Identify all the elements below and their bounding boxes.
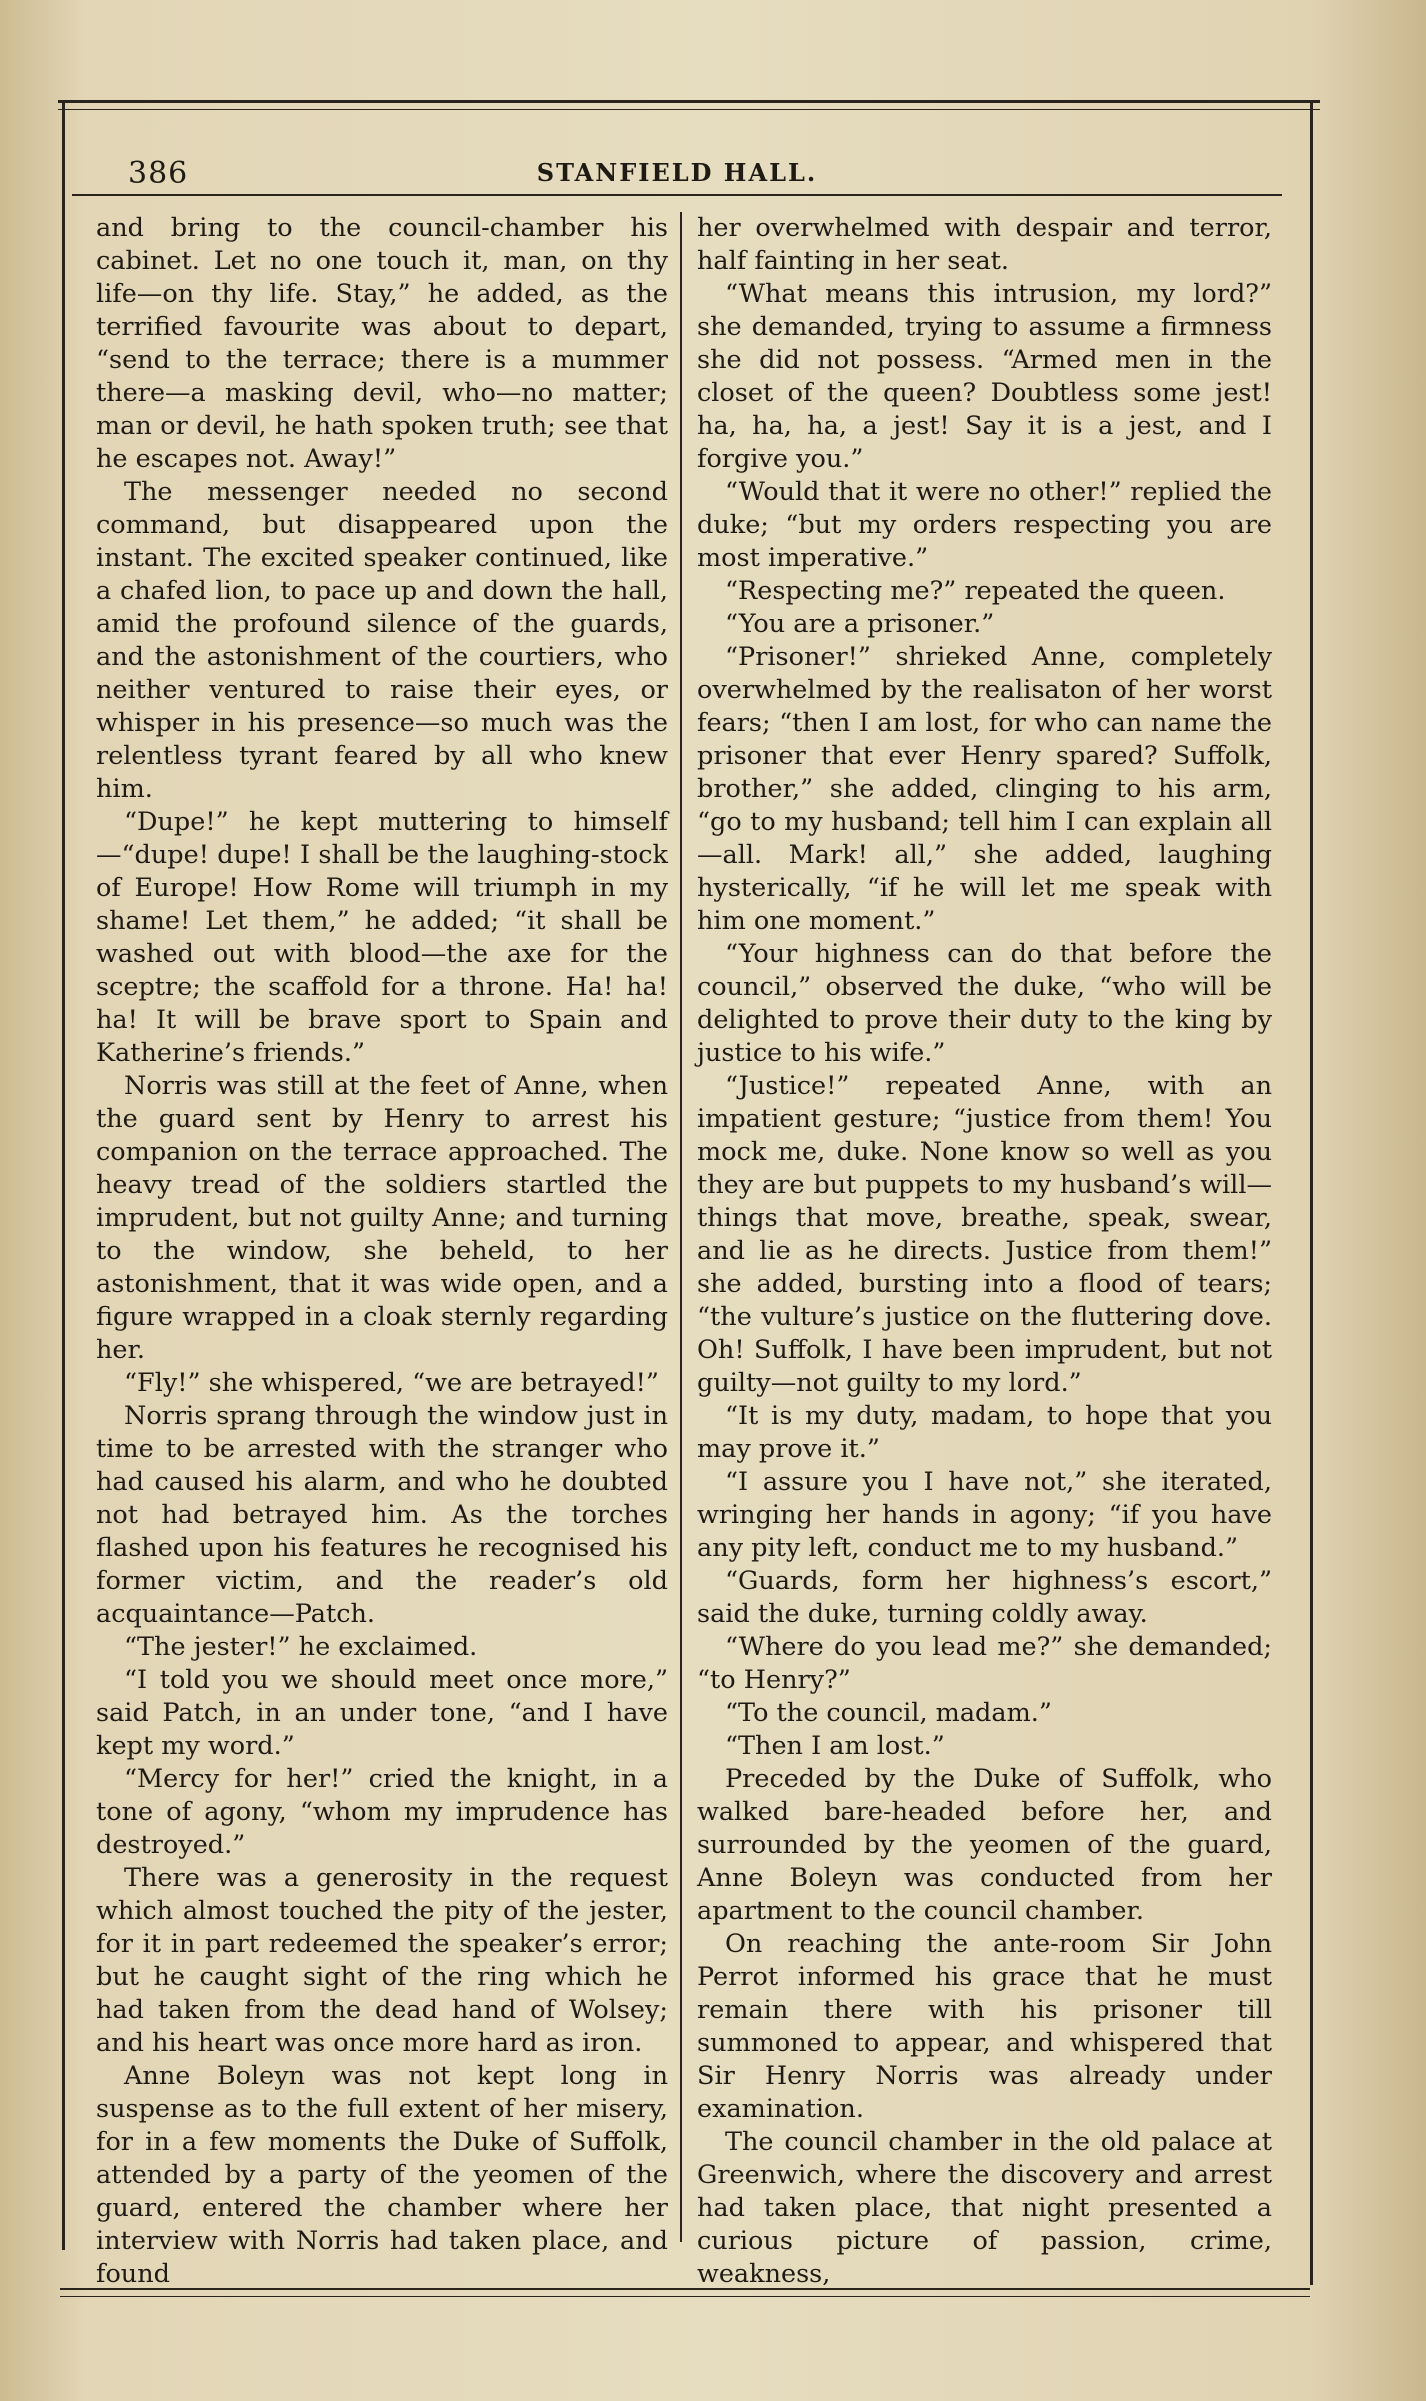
frame-top-rule bbox=[58, 100, 1320, 110]
paragraph: “I assure you I have not,” she iterated, wringing her hands in agony; “if you have any pity left, conduct me to my husband.” bbox=[697, 1467, 1272, 1563]
paragraph: There was a generosity in the request which almost touched the pity of the jester, for it in part redeemed the speaker’s error; but he caught sight of the ring which he had taken from the dead hand of Wolsey; and his heart was once more hard as iron. bbox=[96, 1863, 668, 2058]
paragraph: “What means this intrusion, my lord?” she demanded, trying to assume a firmness she did not possess. “Armed men in the closet of the queen? Doubtless some jest! ha, ha, ha, a jest! Say it is a jest, and I forgive you.” bbox=[697, 279, 1272, 474]
paragraph: Norris sprang through the window just in time to be arrested with the stranger who had caused his alarm, and who he doubted not had betrayed him. As the torches flashed upon his features he recognised his former victim, and the reader’s old acquaintance—Patch. bbox=[96, 1401, 668, 1629]
paragraph: “Prisoner!” shrieked Anne, completely overwhelmed by the realisaton of her worst fears; “then I am lost, for who can name the prisoner that ever Henry spared? Suffolk, brother,” she added, clinging to his arm, “go to my husband; tell him I can explain all—all. Mark! all,” she added, laughing hysterically, “if he will let me speak with him one moment.” bbox=[697, 642, 1272, 936]
paragraph: “Fly!” she whispered, “we are betrayed!” bbox=[124, 1368, 659, 1398]
paragraph: and bring to the council-chamber his cabinet. Let no one touch it, man, on thy life—on thy life. Stay,” he added, as the terrified favourite was about to depart, “send to the terrace; there is a mummer there—a masking devil, who—no matter; man or devil, he hath spoken truth; see that he escapes not. Away!” bbox=[96, 213, 668, 474]
frame-left-rule bbox=[62, 100, 69, 2250]
paragraph: her overwhelmed with despair and terror, half fainting in her seat. bbox=[697, 213, 1272, 276]
paragraph: “The jester!” he exclaimed. bbox=[124, 1632, 478, 1662]
paragraph: The messenger needed no second command, but disappeared upon the instant. The excited speaker continued, like a chafed lion, to pace up and down the hall, amid the profound silence of the guards, and the astonishment of the courtiers, who neither ventured to raise their eyes, or whisper in his presence—so much was the relentless tyrant feared by all who knew him. bbox=[96, 477, 668, 804]
right-column bbox=[697, 212, 1272, 2291]
frame-right-rule bbox=[1306, 100, 1313, 2285]
paragraph: “Mercy for her!” cried the knight, in a tone of agony, “whom my imprudence has destroyed.” bbox=[96, 1764, 668, 1860]
paragraph: “It is my duty, madam, to hope that you may prove it.” bbox=[697, 1401, 1272, 1464]
column-divider bbox=[680, 212, 682, 2242]
page-header bbox=[72, 150, 1282, 196]
paragraph: “Where do you lead me?” she demanded; “to Henry?” bbox=[697, 1632, 1272, 1695]
running-title: STANFIELD HALL. bbox=[536, 158, 818, 187]
paragraph: “Respecting me?” repeated the queen. bbox=[725, 576, 1226, 606]
left-column bbox=[96, 212, 668, 2291]
paragraph: “Would that it were no other!” replied the duke; “but my orders respecting you are most imperative.” bbox=[697, 477, 1272, 573]
paragraph: On reaching the ante-room Sir John Perrot informed his grace that he must remain there with his prisoner till summoned to appear, and whispered that Sir Henry Norris was already under examination. bbox=[697, 1929, 1272, 2124]
paragraph: “I told you we should meet once more,” said Patch, in an under tone, “and I have kept my word.” bbox=[96, 1665, 668, 1761]
paragraph: The council chamber in the old palace at Greenwich, where the discovery and arrest had taken place, that night presented a curious picture of passion, crime, weakness, bbox=[697, 2127, 1272, 2289]
paragraph: “To the council, madam.” bbox=[725, 1698, 1052, 1728]
paragraph: “Guards, form her highness’s escort,” said the duke, turning coldly away. bbox=[697, 1566, 1272, 1629]
paragraph: “Then I am lost.” bbox=[725, 1731, 945, 1761]
paragraph: Preceded by the Duke of Suffolk, who walked bare-headed before her, and surrounded by the yeomen of the guard, Anne Boleyn was conducted from her apartment to the council chamber. bbox=[697, 1764, 1272, 1926]
paragraph: “Justice!” repeated Anne, with an impatient gesture; “justice from them! You mock me, duke. None know so well as you they are but puppets to my husband’s will—things that move, breathe, speak, swear, and lie as he directs. Justice from them!” she added, bursting into a flood of tears; “the vulture’s justice on the fluttering dove. Oh! Suffolk, I have been imprudent, but not guilty—not guilty to my lord.” bbox=[697, 1071, 1272, 1398]
paragraph: “You are a prisoner.” bbox=[725, 609, 995, 639]
page-number: 386 bbox=[128, 156, 189, 191]
paragraph: “Your highness can do that before the council,” observed the duke, “who will be delighted to prove their duty to the king by justice to his wife.” bbox=[697, 939, 1272, 1068]
paragraph: Norris was still at the feet of Anne, when the guard sent by Henry to arrest his companion on the terrace approached. The heavy tread of the soldiers startled the imprudent, but not guilty Anne; and turning to the window, she beheld, to her astonishment, that it was wide open, and a figure wrapped in a cloak sternly regarding her. bbox=[96, 1071, 668, 1365]
paragraph: Anne Boleyn was not kept long in suspense as to the full extent of her misery, for in a few moments the Duke of Suffolk, attended by a party of the yeomen of the guard, entered the chamber where her interview with Norris had taken place, and found bbox=[96, 2061, 668, 2289]
paragraph: “Dupe!” he kept muttering to himself—“dupe! dupe! I shall be the laughing-stock of Europe! How Rome will triumph in my shame! Let them,” he added; “it shall be washed out with blood—the axe for the sceptre; the scaffold for a throne. Ha! ha! ha! It will be brave sport to Spain and Katherine’s friends.” bbox=[96, 807, 668, 1068]
